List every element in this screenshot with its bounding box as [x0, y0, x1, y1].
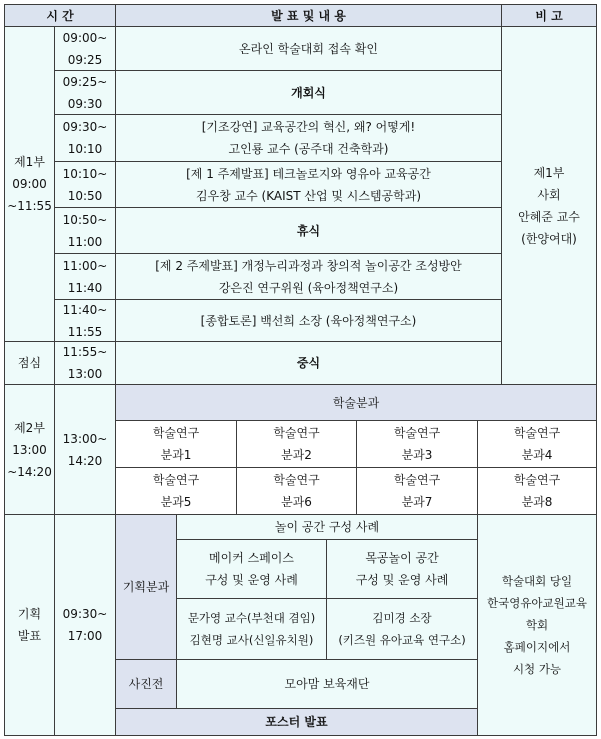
- planning-title: 놀이 공간 구성 사례: [176, 514, 478, 540]
- planning-case-woodwork: 목공놀이 공간 구성 및 운영 사례: [326, 539, 478, 599]
- session1-label: 제1부 09:00 ~11:55: [4, 26, 55, 342]
- session1-content-6: [제 2 주제발표] 개정누리과정과 창의적 놀이공간 조성방안 강은진 연구위원 (육아정책연구소): [115, 253, 502, 300]
- session1-content-3: [기조강연] 교육공간의 혁신, 왜? 어떻게! 고인룡 교수 (공주대 건축학과): [115, 114, 502, 162]
- session1-time-6: 11:00~ 11:40: [54, 253, 116, 300]
- planning-label: 기획분과: [115, 514, 177, 660]
- session1-time-5: 10:50~ 11:00: [54, 207, 116, 254]
- photo-exhibit-label: 사진전: [115, 659, 177, 709]
- session1-time-1: 09:00~ 09:25: [54, 26, 116, 71]
- session1-content-2: 개회식: [115, 70, 502, 115]
- special-time: 09:30~ 17:00: [54, 514, 116, 736]
- header-content: 발 표 및 내 용: [115, 4, 502, 27]
- session1-content-5: 휴식: [115, 207, 502, 254]
- academic-group-4: 학술연구 분과4: [477, 420, 597, 468]
- planning-case-maker: 메이커 스페이스 구성 및 운영 사례: [176, 539, 327, 599]
- special-label: 기획 발표: [4, 514, 55, 736]
- academic-group-7: 학술연구 분과7: [356, 467, 478, 515]
- academic-group-6: 학술연구 분과6: [236, 467, 357, 515]
- special-note: 학술대회 당일 한국영유아교원교육학회 홈페이지에서 시청 가능: [477, 514, 597, 736]
- academic-group-1: 학술연구 분과1: [115, 420, 237, 468]
- session2-label: 제2부 13:00 ~14:20: [4, 384, 55, 515]
- academic-group-8: 학술연구 분과8: [477, 467, 597, 515]
- session1-time-2: 09:25~ 09:30: [54, 70, 116, 115]
- lunch-content: 중식: [115, 341, 502, 385]
- session2-time: 13:00~ 14:20: [54, 384, 116, 515]
- lunch-label: 점심: [4, 341, 55, 385]
- lunch-time: 11:55~ 13:00: [54, 341, 116, 385]
- session1-time-4: 10:10~ 10:50: [54, 161, 116, 208]
- session1-content-4: [제 1 주제발표] 테크놀로지와 영유아 교육공간 김우창 교수 (KAIST 산업 및 시스템공학과): [115, 161, 502, 208]
- session1-content-1: 온라인 학술대회 접속 확인: [115, 26, 502, 71]
- poster-presentation: 포스터 발표: [115, 708, 478, 736]
- session2-title: 학술분과: [115, 384, 597, 421]
- planning-presenter-2: 김미경 소장 (키즈원 유아교육 연구소): [326, 598, 478, 660]
- session1-time-3: 09:30~ 10:10: [54, 114, 116, 162]
- session1-time-7: 11:40~ 11:55: [54, 299, 116, 342]
- header-note: 비 고: [501, 4, 597, 27]
- academic-group-5: 학술연구 분과5: [115, 467, 237, 515]
- academic-group-3: 학술연구 분과3: [356, 420, 478, 468]
- photo-exhibit-content: 모아맘 보육재단: [176, 659, 478, 709]
- session1-note: 제1부 사회 안혜준 교수 (한양여대): [501, 26, 597, 385]
- session1-content-7: [종합토론] 백선희 소장 (육아정책연구소): [115, 299, 502, 342]
- header-time: 시 간: [4, 4, 116, 27]
- planning-presenter-1: 문가영 교수(부천대 겸임) 김현명 교사(신일유치원): [176, 598, 327, 660]
- academic-group-2: 학술연구 분과2: [236, 420, 357, 468]
